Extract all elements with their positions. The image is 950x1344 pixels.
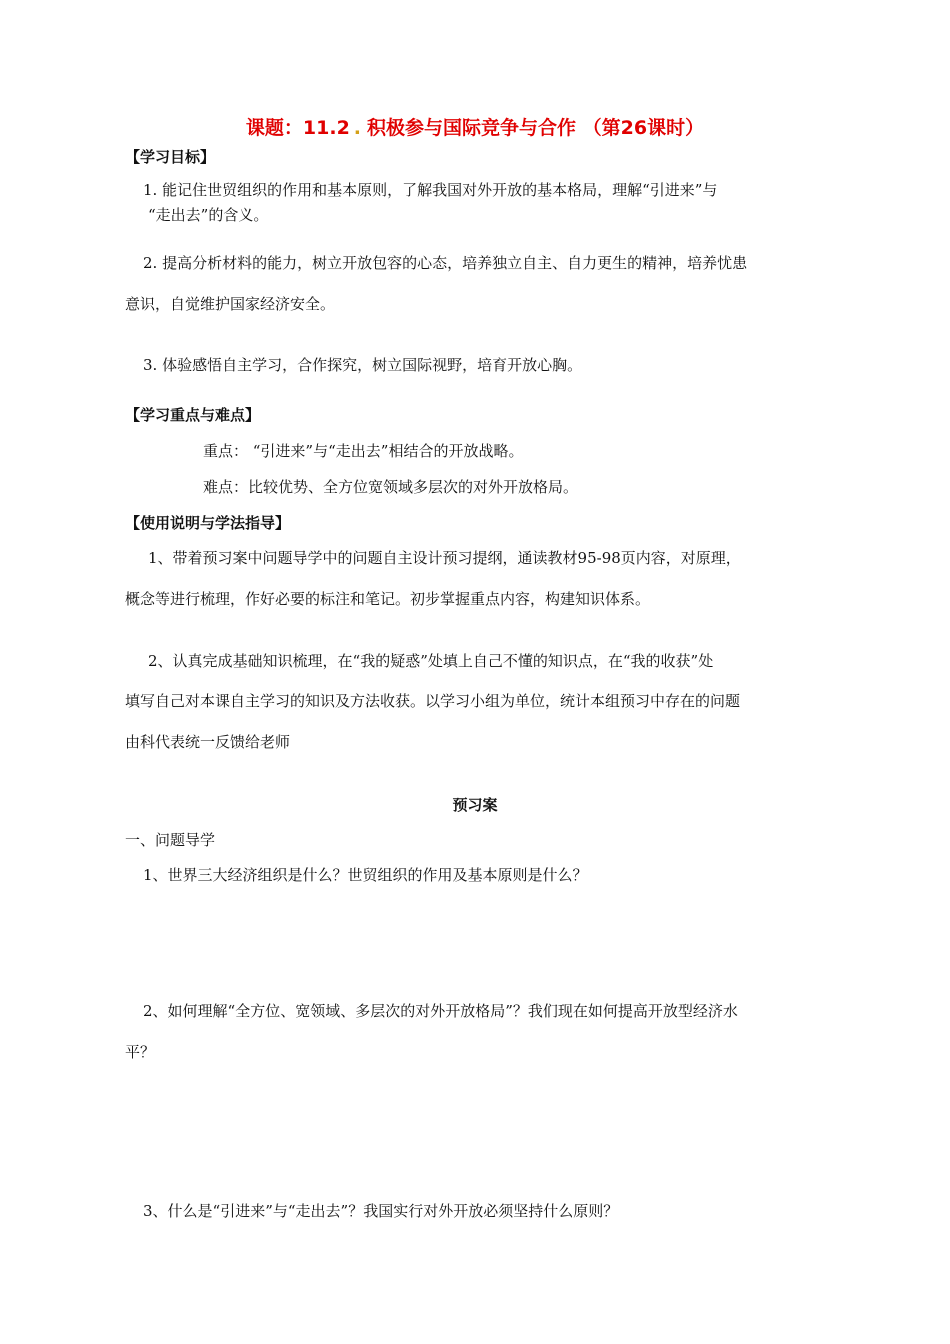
instruction-1-line-2: 概念等进行梳理，作好必要的标注和笔记。初步掌握重点内容，构建知识体系。 (125, 590, 651, 608)
objective-1-line-2: “走出去”的含义。 (148, 206, 269, 224)
title-text: 积极参与国际竞争与合作 （第26课时） (367, 117, 705, 139)
instruction-2-line-1: 2、认真完成基础知识梳理，在“我的疑惑”处填上自己不懂的知识点，在“我的收获”处 (148, 652, 714, 670)
title-prefix: 课题：11.2 (245, 117, 350, 139)
question-2-line-1: 2、如何理解“全方位、宽领域、多层次的对外开放格局”？我们现在如何提高开放型经济水 (143, 1002, 738, 1020)
objective-1-line-1: 1. 能记住世贸组织的作用和基本原则，了解我国对外开放的基本格局，理解“引进来”与 (143, 181, 718, 199)
objective-2-line-1: 2. 提高分析材料的能力，树立开放包容的心态，培养独立自主、自力更生的精神，培养忧患 (143, 254, 748, 272)
instructions-heading: 【使用说明与学法指导】 (125, 514, 291, 532)
preview-heading: 预习案 (452, 796, 498, 814)
difficulty-point: 难点：比较优势、全方位宽领域多层次的对外开放格局。 (203, 478, 579, 496)
page-title (0, 113, 950, 140)
objective-2-line-2: 意识，自觉维护国家经济安全。 (125, 295, 336, 313)
key-points-heading: 【学习重点与难点】 (125, 406, 261, 424)
key-point: 重点： “引进来”与“走出去”相结合的开放战略。 (203, 442, 524, 460)
title-mark: . (353, 117, 362, 139)
objectives-heading: 【学习目标】 (125, 148, 216, 166)
instruction-2-line-2: 填写自己对本课自主学习的知识及方法收获。以学习小组为单位，统计本组预习中存在的问题 (125, 692, 741, 710)
question-3: 3、什么是“引进来”与“走出去”？我国实行对外开放必须坚持什么原则？ (143, 1202, 619, 1220)
question-1: 1、世界三大经济组织是什么？世贸组织的作用及基本原则是什么？ (143, 866, 588, 884)
instruction-2-line-3: 由科代表统一反馈给老师 (125, 733, 291, 751)
objective-3: 3. 体验感悟自主学习，合作探究，树立国际视野，培育开放心胸。 (143, 356, 583, 374)
question-2-line-2: 平？ (125, 1043, 156, 1061)
instruction-1-line-1: 1、带着预习案中问题导学中的问题自主设计预习提纲，通读教材95-98页内容，对原理， (148, 549, 741, 567)
preview-section: 一、问题导学 (125, 831, 216, 849)
